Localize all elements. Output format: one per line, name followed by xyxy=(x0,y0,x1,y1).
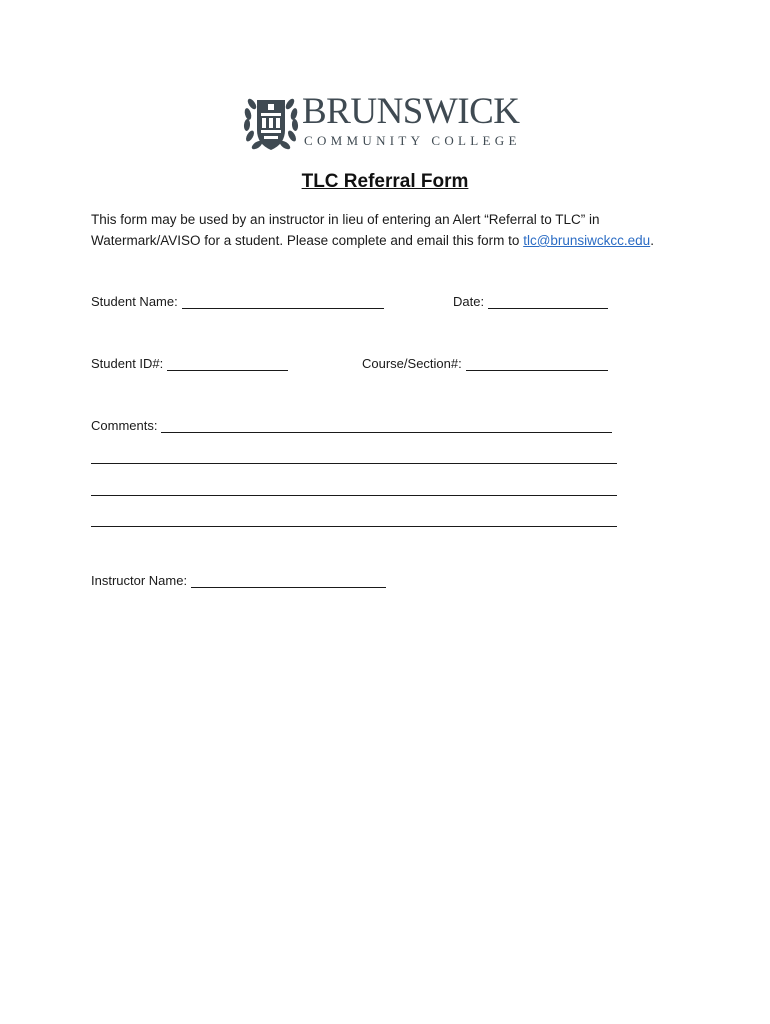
student-id-label: Student ID#: xyxy=(91,356,164,371)
student-name-line[interactable] xyxy=(182,296,384,309)
date-field xyxy=(453,294,608,309)
course-section-line[interactable] xyxy=(466,358,608,371)
college-logo xyxy=(242,90,532,154)
student-name-field xyxy=(91,294,384,309)
instructor-name-label: Instructor Name: xyxy=(91,573,188,588)
student-id-field xyxy=(91,356,288,371)
logo-wordmark: BRUNSWICK xyxy=(302,91,520,132)
date-line[interactable] xyxy=(488,296,608,309)
email-link[interactable]: tlc@brunsiwckcc.edu xyxy=(523,233,651,248)
student-name-label: Student Name: xyxy=(91,294,178,309)
instructor-name-field xyxy=(91,573,386,588)
student-id-line[interactable] xyxy=(167,358,288,371)
intro-text: This form may be used by an instructor in lieu of entering an Alert “Referral to TLC” in Watermark/AVISO for a student. Please complete and email this form to xyxy=(91,212,600,248)
course-section-field xyxy=(362,356,608,371)
comments-line-4[interactable] xyxy=(91,526,617,527)
logo-subtitle: COMMUNITY COLLEGE xyxy=(304,133,521,148)
instructor-name-line[interactable] xyxy=(191,575,386,588)
comments-label: Comments: xyxy=(91,418,158,433)
intro-paragraph xyxy=(91,209,691,251)
comments-line-2[interactable] xyxy=(91,463,617,464)
form-title: TLC Referral Form xyxy=(301,171,469,192)
college-seal-icon xyxy=(242,90,300,154)
comments-line[interactable] xyxy=(161,420,612,433)
intro-end: . xyxy=(650,233,654,248)
comments-line-3[interactable] xyxy=(91,495,617,496)
comments-field xyxy=(91,418,612,433)
course-section-label: Course/Section#: xyxy=(362,356,462,371)
date-label: Date: xyxy=(453,294,485,309)
